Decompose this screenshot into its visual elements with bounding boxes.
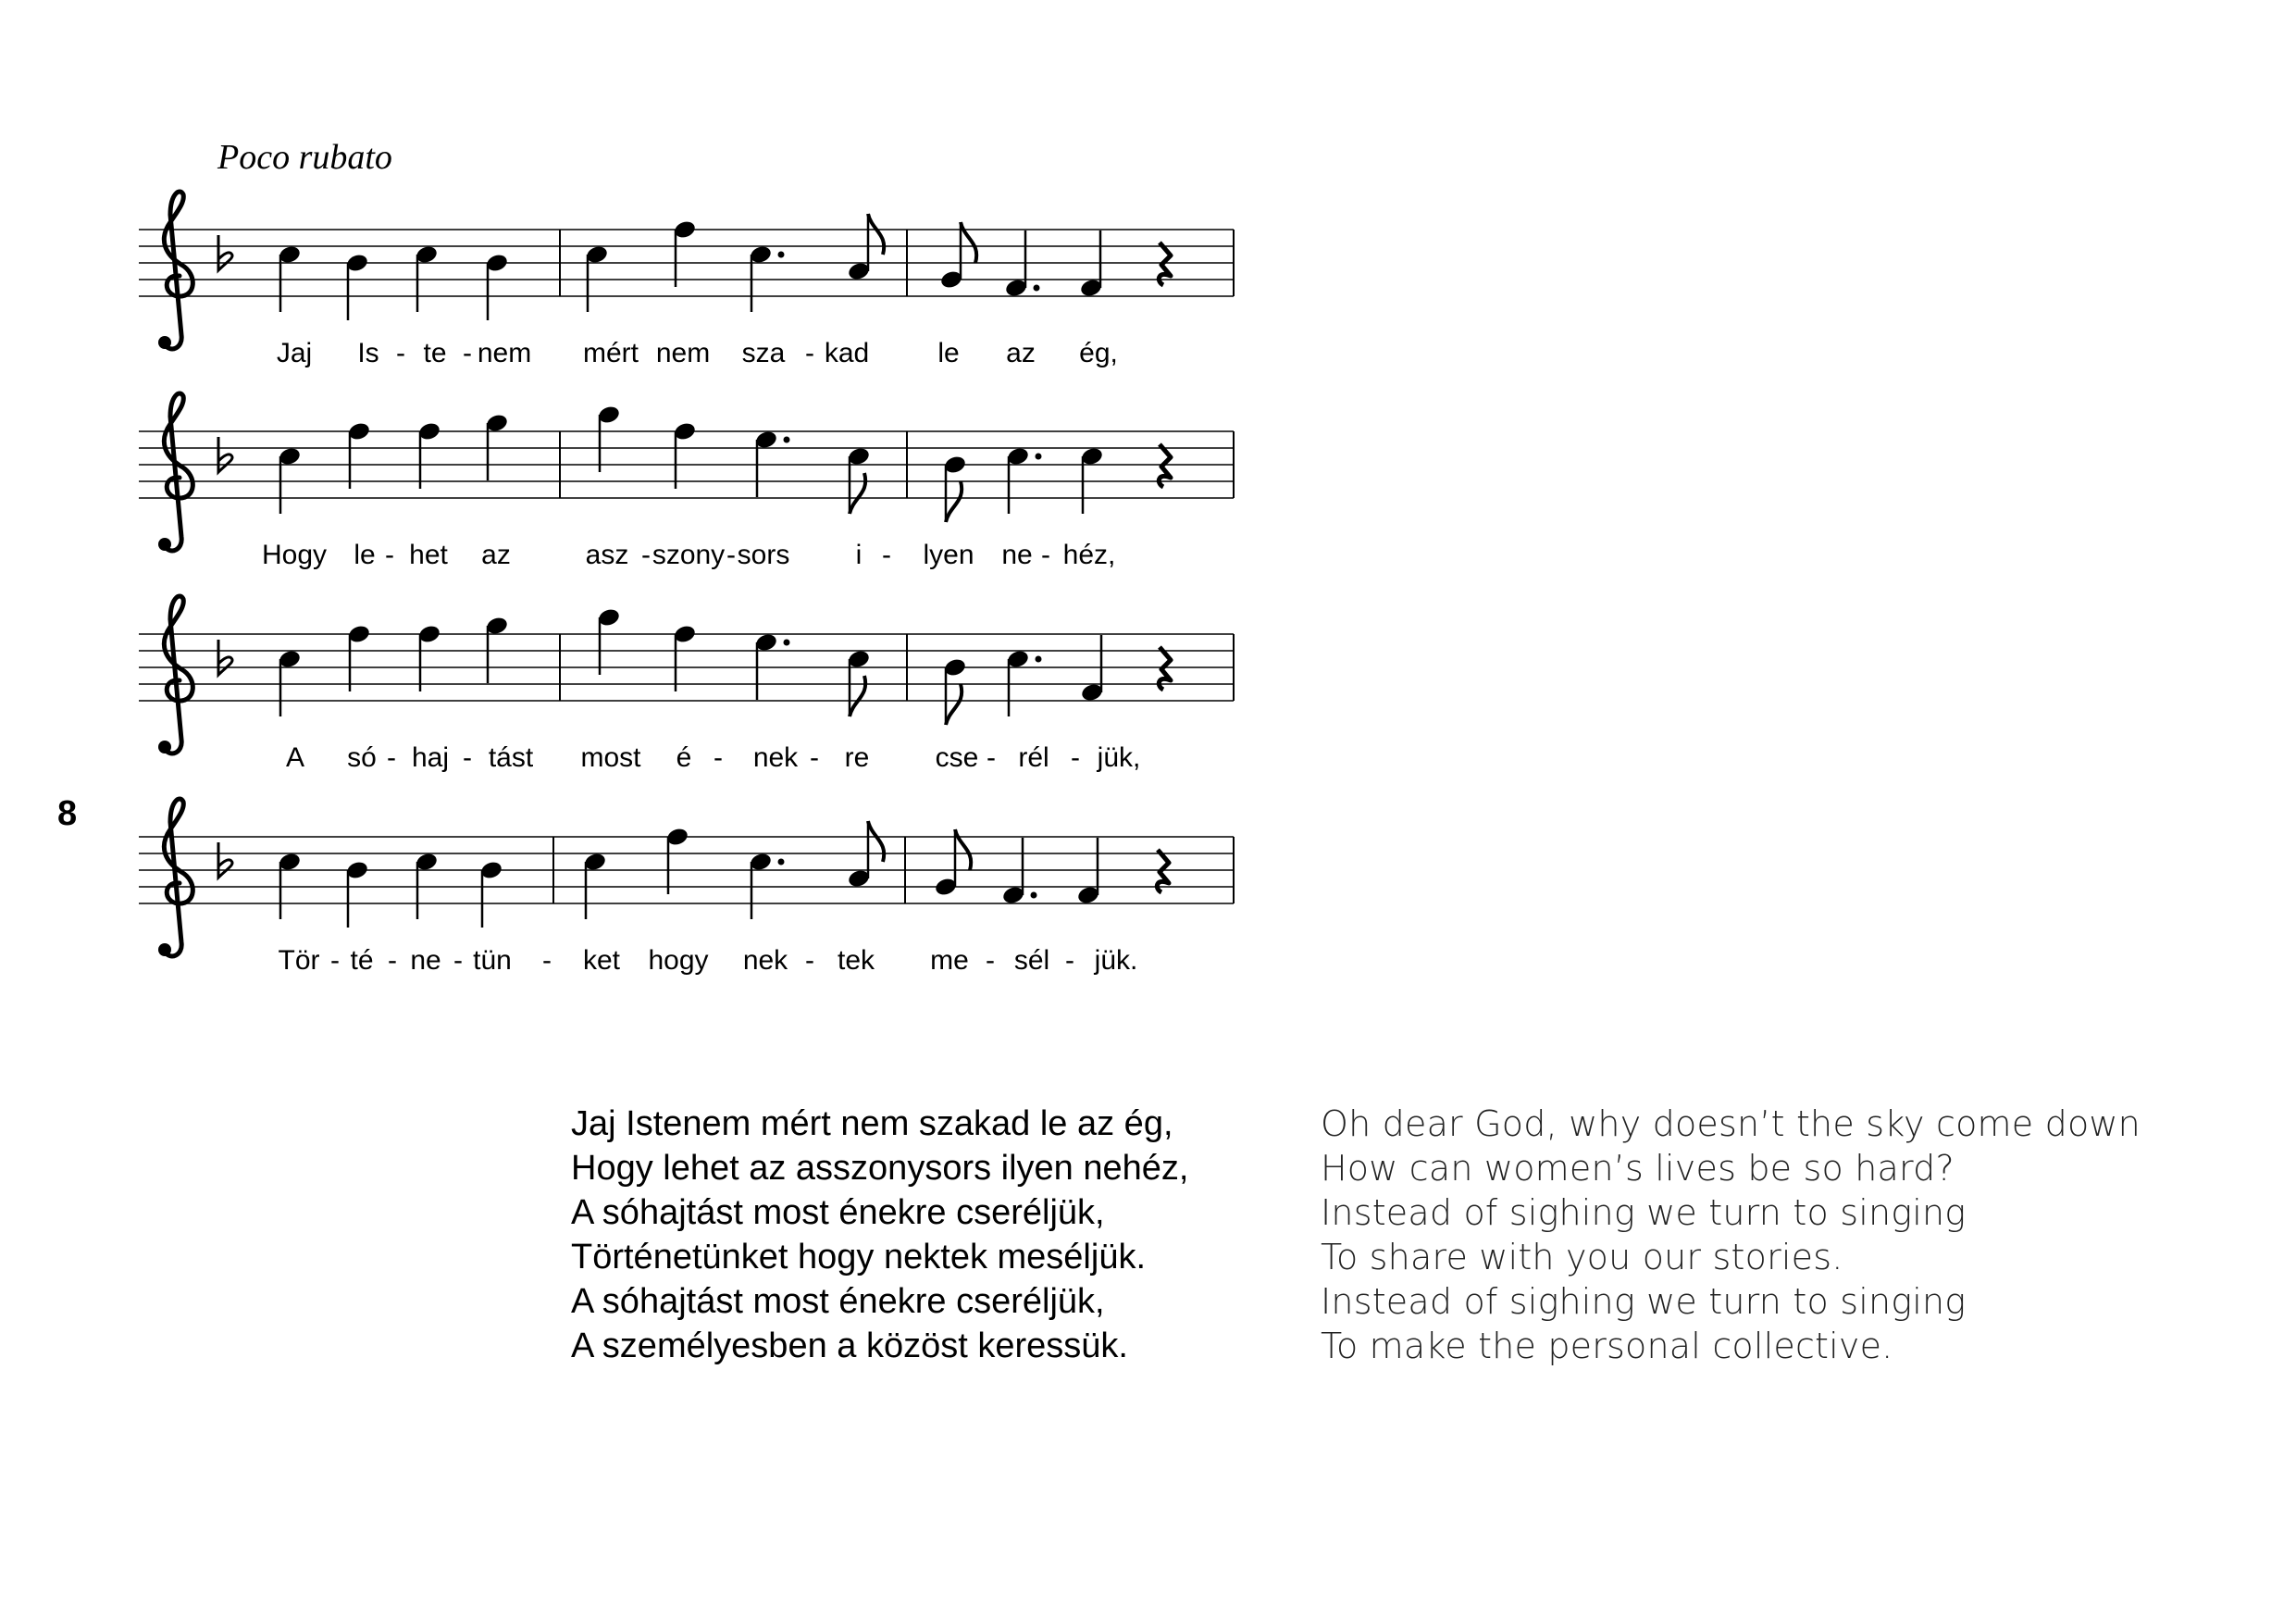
verse-hu-line: Jaj Istenem mért nem szakad le az ég, <box>571 1104 1173 1143</box>
treble-clef-icon <box>158 799 192 956</box>
lyric-syllable: kad <box>824 338 870 368</box>
verse-hu-line: Hogy lehet az asszonysors ilyen nehéz, <box>571 1149 1189 1188</box>
verse-en-line: Instead of sighing we turn to singing <box>1321 1281 1967 1322</box>
lyric-hyphen: - <box>396 338 405 368</box>
augmentation-dot <box>784 640 790 646</box>
lyric-syllable: tást <box>488 742 534 773</box>
lyric-hyphen: - <box>388 945 397 976</box>
lyric-syllable: le <box>354 540 376 570</box>
treble-clef-icon <box>158 192 192 349</box>
eighth-flag-icon <box>868 821 884 862</box>
verse-hungarian <box>571 1102 1188 1368</box>
lyric-hyphen: - <box>542 945 552 976</box>
quarter-rest-icon <box>1159 647 1171 690</box>
lyric-hyphen: - <box>986 945 995 976</box>
augmentation-dot <box>1036 454 1042 460</box>
lyric-syllable: i <box>855 540 863 570</box>
eighth-flag-icon <box>850 473 865 514</box>
lyric-syllable: most <box>580 742 641 773</box>
eighth-flag-icon <box>868 214 884 255</box>
lyric-hyphen: - <box>330 945 340 976</box>
lyric-syllable: nem <box>477 338 532 368</box>
lyric-hyphen: - <box>987 742 996 773</box>
lyric-hyphen: - <box>463 338 472 368</box>
lyric-hyphen: - <box>882 540 891 570</box>
lyric-syllable: A <box>285 742 305 773</box>
augmentation-dot <box>1031 892 1037 899</box>
lyric-hyphen: - <box>805 338 814 368</box>
treble-clef-icon <box>158 596 192 753</box>
lyric-syllable: haj <box>411 742 450 773</box>
lyric-syllable: Is <box>357 338 379 368</box>
lyric-syllable: tek <box>837 945 875 976</box>
verse-en-line: To make the personal collective. <box>1321 1326 1893 1366</box>
lyric-hyphen: - <box>385 540 394 570</box>
eighth-flag-icon <box>961 222 976 263</box>
lyrics-line <box>0 540 1296 577</box>
lyric-syllable: le <box>937 338 960 368</box>
augmentation-dot <box>778 859 785 866</box>
lyric-syllable: ne <box>1001 540 1033 570</box>
flat-sign-icon <box>218 842 232 878</box>
lyric-syllable: té <box>350 945 374 976</box>
verse-english <box>1321 1102 2141 1368</box>
eighth-flag-icon <box>850 676 865 716</box>
augmentation-dot <box>1036 656 1042 663</box>
lyric-syllable: nem <box>655 338 711 368</box>
lyric-syllable: az <box>1006 338 1036 368</box>
lyric-hyphen: - <box>805 945 814 976</box>
lyric-syllable: héz, <box>1062 540 1116 570</box>
lyric-syllable: só <box>347 742 377 773</box>
lyric-syllable: te <box>423 338 447 368</box>
lyrics-line <box>0 945 1296 982</box>
verse-hu-line: A személyesben a közöst keressük. <box>571 1326 1128 1365</box>
lyric-syllable: hogy <box>648 945 709 976</box>
lyric-syllable: ég, <box>1079 338 1118 368</box>
lyrics-line <box>0 742 1296 779</box>
lyric-syllable: ne <box>410 945 441 976</box>
verse-hu-line: A sóhajtást most énekre cseréljük, <box>571 1193 1105 1232</box>
lyric-syllable: sza <box>741 338 786 368</box>
quarter-rest-icon <box>1159 444 1171 487</box>
lyric-syllable: me <box>930 945 969 976</box>
lyric-hyphen: - <box>810 742 819 773</box>
flat-sign-icon <box>218 437 232 472</box>
lyric-hyphen: - <box>453 945 463 976</box>
augmentation-dot <box>778 252 785 258</box>
flat-sign-icon <box>218 640 232 675</box>
lyric-syllable: re <box>844 742 870 773</box>
lyric-syllable: szony <box>652 540 726 570</box>
lyric-syllable: Tör <box>278 945 320 976</box>
lyric-hyphen: - <box>1071 742 1080 773</box>
eighth-flag-icon <box>946 481 962 522</box>
flat-sign-icon <box>218 235 232 270</box>
augmentation-dot <box>1034 285 1040 292</box>
lyric-hyphen: - <box>726 540 736 570</box>
eighth-flag-icon <box>955 829 971 870</box>
lyric-syllable: sél <box>1013 945 1050 976</box>
quarter-rest-icon <box>1159 243 1171 285</box>
verse-en-line: Instead of sighing we turn to singing <box>1321 1192 1967 1233</box>
lyric-syllable: het <box>409 540 448 570</box>
lyric-syllable: rél <box>1018 742 1049 773</box>
lyric-syllable: jük, <box>1097 742 1141 773</box>
lyric-hyphen: - <box>387 742 396 773</box>
lyric-syllable: cse <box>935 742 979 773</box>
lyric-syllable: lyen <box>923 540 974 570</box>
lyrics-line <box>0 338 1296 375</box>
verse-en-line: Oh dear God, why doesn’t the sky come down <box>1321 1103 2141 1144</box>
lyric-hyphen: - <box>1065 945 1074 976</box>
lyric-syllable: sors <box>737 540 790 570</box>
tempo-marking: Poco rubato <box>217 138 392 177</box>
lyric-syllable: nek <box>742 945 788 976</box>
lyric-syllable: jük. <box>1094 945 1138 976</box>
verse-hu-line: Történetünket hogy nektek meséljük. <box>571 1238 1147 1277</box>
lyric-hyphen: - <box>641 540 651 570</box>
eighth-flag-icon <box>946 684 962 725</box>
lyric-syllable: mért <box>583 338 639 368</box>
verse-en-line: How can women’s lives be so hard? <box>1321 1148 1955 1189</box>
lyric-syllable: é <box>676 742 692 773</box>
quarter-rest-icon <box>1157 850 1169 892</box>
treble-clef-icon <box>158 393 192 551</box>
verse-en-line: To share with you our stories. <box>1321 1237 1843 1277</box>
lyric-hyphen: - <box>714 742 723 773</box>
lyric-syllable: tün <box>473 945 512 976</box>
lyric-syllable: Jaj <box>276 338 313 368</box>
lyric-syllable: nek <box>752 742 799 773</box>
lyric-hyphen: - <box>463 742 472 773</box>
lyric-hyphen: - <box>1041 540 1050 570</box>
lyric-syllable: Hogy <box>261 540 328 570</box>
lyric-syllable: ket <box>582 945 621 976</box>
page-number: 8 <box>57 794 78 833</box>
verse-hu-line: A sóhajtást most énekre cseréljük, <box>571 1282 1105 1321</box>
augmentation-dot <box>784 437 790 443</box>
lyric-syllable: asz <box>585 540 629 570</box>
lyric-syllable: az <box>481 540 511 570</box>
